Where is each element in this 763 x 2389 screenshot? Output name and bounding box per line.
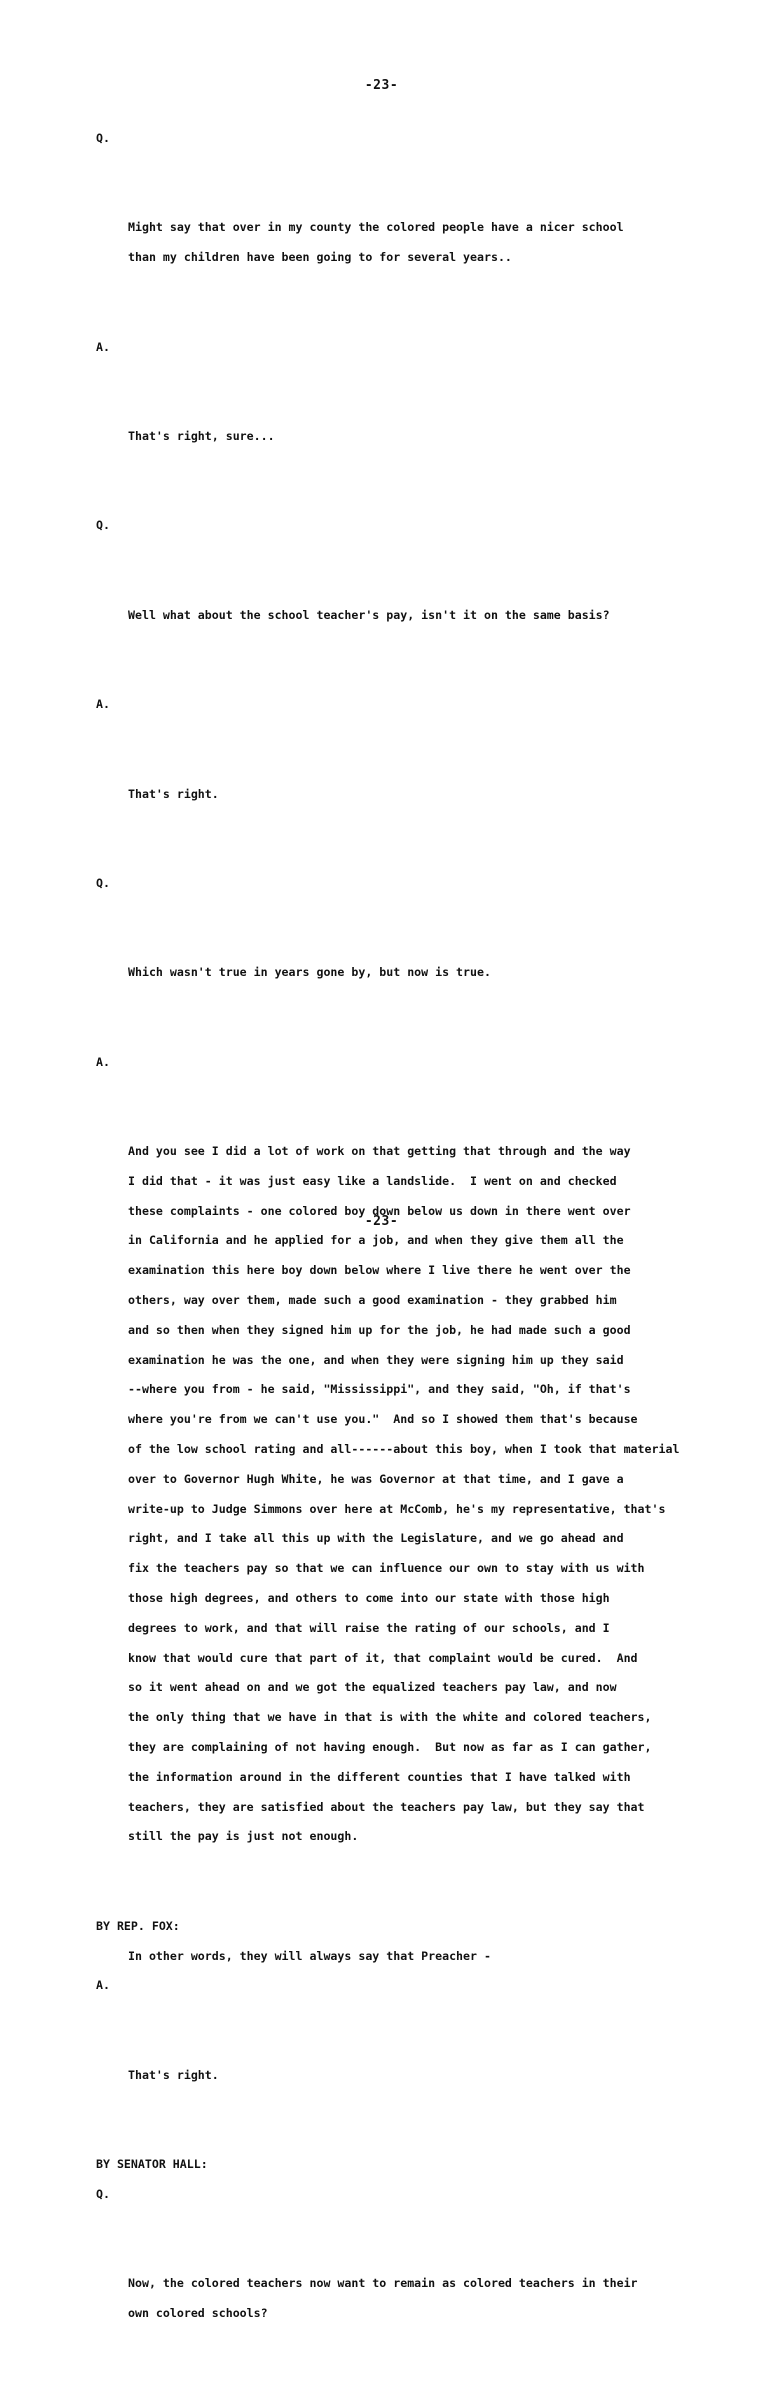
entry-text: That's right. [128,786,219,801]
transcript-entry-q2 [96,511,721,690]
page-number-top: -23- [364,78,399,93]
entry-text: Well what about the school teacher's pay, isn't it on the same basis? [128,607,610,622]
transcript-entry-a4 [96,1971,721,2150]
entry-text: Might say that over in my county the colored people have a nicer school than my children have been going to for several years.. [128,220,624,265]
entry-text: Now, the colored teachers now want to remain as colored teachers in their own colored schools? [128,2276,638,2321]
entry-text: That's right, sure... [128,428,275,443]
transcript-entry-a2 [96,690,721,869]
transcript-entry-q3 [96,869,721,1048]
entry-label: Q. [96,875,110,890]
transcript-entry-q1 [96,124,721,333]
transcript-entry-q4 [96,2180,721,2389]
statement-rep-fox: In other words, they will always say that Preacher - [128,1948,491,1963]
transcript-entry-a1 [96,333,721,512]
entry-label: A. [96,697,110,712]
entry-label: A. [96,1054,110,1069]
transcript-entry-a3 [96,1048,721,1912]
entry-text: Which wasn't true in years gone by, but now is true. [128,965,491,980]
page-number-bottom: -23- [364,1214,399,1229]
entry-label: Q. [96,518,110,533]
entry-text: That's right. [128,2067,219,2082]
entry-label: A. [96,1978,110,1993]
transcript-body [96,124,721,2389]
entry-label: Q. [96,2186,110,2201]
speaker-heading-senator-hall: BY SENATOR HALL: [96,2157,208,2172]
entry-label: Q. [96,131,110,145]
entry-label: A. [96,339,110,354]
speaker-heading-rep-fox: BY REP. FOX: [96,1918,180,1933]
entry-text: And you see I did a lot of work on that getting that through and the way I did that - it was just easy like a landslide. I went on and checked these complaints - one colored boy down below us down in there went over in California and he applied for a job, and when they give them all the examination this here boy down below where I live there he went over the others, way over them, made such a good examination - they grabbed him and so then when they signed him up for the job, he had made such a good examination he was the one, and when they were signing him up they said --where you from - he said, "Mississippi", and they said, "Oh, if that's where you're from we can't use you." And so I showed them that's because of the low school rating and all------about this boy, when I took that material over to Governor Hugh White, he was Governor at that time, and I gave a write-up to Judge Simmons over here at McComb, he's my representative, that's right, and I take all this up with the Legislature, and we go ahead and fix the teachers pay so that we can influence our own to stay with us with those high degrees, and others to come into our state with those high degrees to work, and that will raise the rating of our schools, and I know that would cure that part of it, that complaint would be cured. And so it went ahead on and we got the equalized teachers pay law, and now the only thing that we have in that is with the white and colored teachers, they are complaining of not having enough. But now as far as I can gather, the information around in the different counties that I have talked with teachers, they are satisfied about the teachers pay law, but they say that still the pay is just not enough. [128,1144,680,1844]
